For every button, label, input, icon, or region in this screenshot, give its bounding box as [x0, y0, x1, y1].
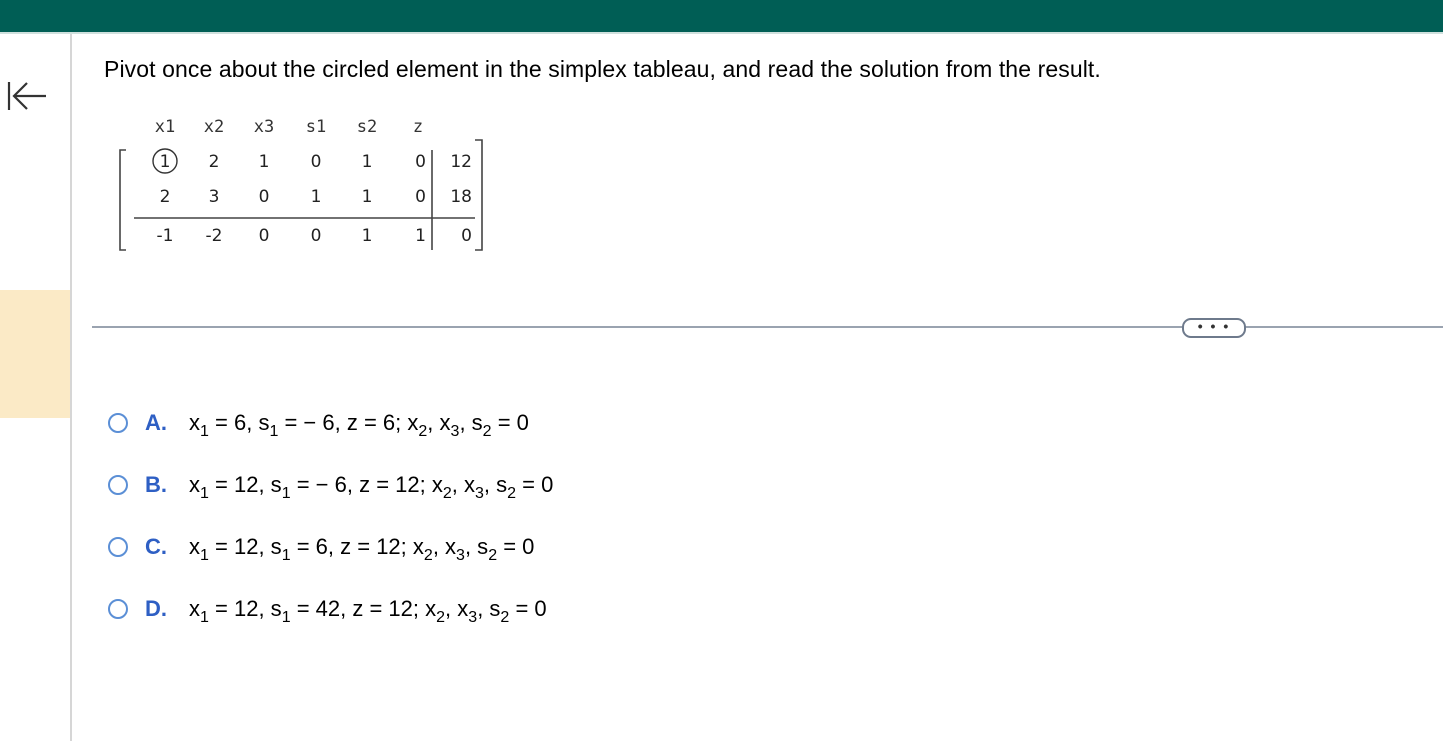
simplex-tableau — [110, 110, 500, 260]
subscript: 2 — [418, 423, 428, 440]
tableau-cell: 1 — [258, 152, 270, 172]
option-text-segment: , s — [477, 596, 501, 621]
subscript: 1 — [200, 485, 209, 502]
option-text-segment: = 42, z = 12; x — [290, 596, 437, 621]
subscript: 3 — [475, 485, 484, 502]
option-letter: B. — [145, 472, 167, 497]
tableau-cell: -2 — [205, 226, 223, 246]
option-text-segment: = 0 — [497, 534, 535, 559]
option-text-segment: x — [189, 410, 200, 435]
tableau-cell: 18 — [450, 187, 472, 207]
option-text-segment: , x — [445, 596, 469, 621]
option-text-segment: x — [189, 534, 200, 559]
subscript: 2 — [423, 547, 433, 564]
tableau-cell: 0 — [310, 152, 322, 172]
option-text-segment: , x — [432, 534, 457, 559]
tableau-cell: 0 — [415, 152, 426, 172]
subscript: 1 — [200, 423, 209, 440]
tableau-header-s2: s2 — [356, 117, 378, 137]
option-text-segment: x — [189, 472, 200, 497]
left-bracket — [120, 150, 126, 250]
tableau-header-x3: x3 — [253, 117, 275, 137]
subscript: 1 — [200, 547, 209, 564]
collapse-back-button[interactable] — [6, 78, 48, 118]
subscript: 2 — [500, 609, 510, 626]
right-bracket — [475, 140, 482, 250]
tableau-cell: 1 — [361, 152, 373, 172]
option-text-segment: = 0 — [509, 596, 547, 621]
option-text-segment: x — [189, 596, 200, 621]
answer-option-d[interactable] — [108, 592, 547, 626]
option-text-segment: , s — [464, 534, 489, 559]
option-text-segment: , x — [451, 472, 475, 497]
option-text-segment: = 6, s — [208, 410, 270, 435]
radio-button[interactable] — [108, 413, 128, 433]
option-text-segment: = 0 — [516, 472, 554, 497]
sidebar-highlight — [0, 290, 70, 418]
question-prompt: Pivot once about the circled element in the simplex tableau, and read the solution from the result. — [104, 56, 1101, 82]
option-text-segment: = 6, z = 12; x — [290, 534, 424, 559]
ellipsis-icon: • • • — [1197, 318, 1231, 334]
answer-option-c[interactable] — [108, 530, 534, 564]
tableau-cell: 0 — [415, 187, 426, 207]
option-text-segment: = − 6, z = 6; x — [278, 410, 419, 435]
tableau-cell: 3 — [208, 187, 220, 207]
subscript: 1 — [269, 423, 279, 440]
answer-option-a[interactable] — [108, 406, 529, 440]
option-letter: A. — [145, 410, 167, 435]
subscript: 2 — [507, 485, 517, 502]
tableau-cell: 2 — [208, 152, 220, 172]
option-letter: D. — [145, 596, 167, 621]
subscript: 2 — [482, 423, 492, 440]
option-text-segment: = 0 — [491, 410, 529, 435]
tableau-cell: 1 — [159, 152, 171, 172]
option-text-segment: , s — [483, 472, 508, 497]
subscript: 2 — [442, 485, 452, 502]
radio-button[interactable] — [108, 599, 128, 619]
subscript: 1 — [281, 609, 291, 626]
option-text-segment: , x — [427, 410, 451, 435]
subscript: 1 — [200, 609, 209, 626]
top-bar — [0, 0, 1443, 32]
tableau-header-z: z — [412, 117, 424, 137]
tableau-header-x2: x2 — [203, 117, 225, 137]
tableau-cell: 1 — [361, 226, 373, 246]
subscript: 2 — [488, 547, 498, 564]
subscript: 1 — [281, 547, 291, 564]
option-text — [189, 596, 547, 626]
tableau-cell: 1 — [415, 226, 426, 246]
option-text-segment: = 12, s — [208, 472, 282, 497]
subscript: 3 — [456, 547, 465, 564]
arrow-left-bar-icon — [6, 78, 48, 118]
option-text-segment: = − 6, z = 12; x — [290, 472, 443, 497]
tableau-cell: 0 — [258, 226, 270, 246]
tableau-cell: 1 — [361, 187, 373, 207]
radio-button[interactable] — [108, 537, 128, 557]
option-letter: C. — [145, 534, 167, 559]
radio-button[interactable] — [108, 475, 128, 495]
tableau-cell: 12 — [450, 152, 472, 172]
subscript: 2 — [436, 609, 446, 626]
tableau-cell: 0 — [310, 226, 322, 246]
option-text-segment: = 12, s — [208, 534, 282, 559]
tableau-cell: 0 — [258, 187, 270, 207]
option-text — [189, 410, 529, 440]
tableau-matrix — [110, 110, 500, 260]
tableau-header-s1: s1 — [305, 117, 327, 137]
subscript: 3 — [468, 609, 478, 626]
option-text-segment: , s — [459, 410, 483, 435]
answer-option-b[interactable] — [108, 468, 553, 502]
option-text — [189, 472, 554, 502]
sidebar-divider — [70, 34, 72, 741]
tableau-cell: -1 — [156, 226, 174, 246]
option-text-segment: = 12, s — [208, 596, 282, 621]
subscript: 3 — [450, 423, 460, 440]
top-bar-border — [0, 32, 1443, 34]
tableau-cell: 0 — [461, 226, 472, 246]
tableau-cell: 2 — [159, 187, 171, 207]
more-options-button[interactable] — [1182, 318, 1246, 338]
tableau-cell: 1 — [310, 187, 322, 207]
tableau-header-x1: x1 — [154, 117, 176, 137]
option-text — [189, 534, 535, 564]
subscript: 1 — [281, 485, 291, 502]
